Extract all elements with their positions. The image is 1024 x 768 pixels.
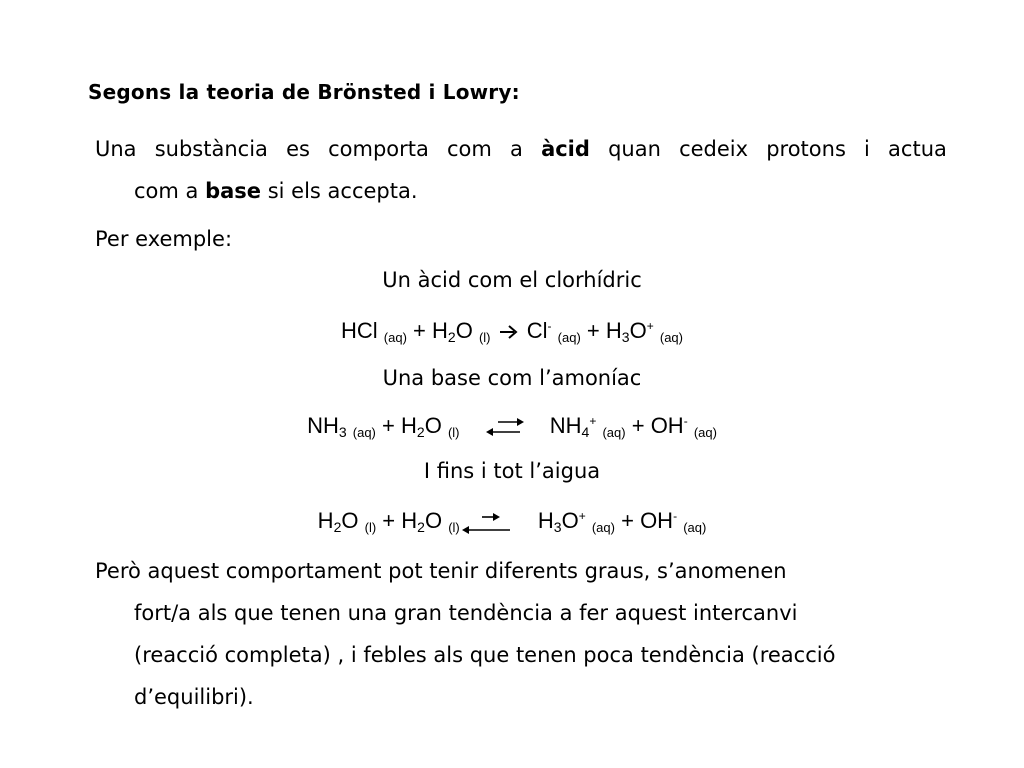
definition-paragraph	[95, 128, 947, 212]
ammonium-formula: $NH_4^+$	[549, 413, 597, 440]
water-equation	[0, 508, 1024, 535]
word: protons	[766, 137, 846, 161]
strength-line-2: fort/a als que tenen una gran tendència a fer aquest intercanvi	[134, 601, 798, 625]
definition-line-2	[95, 170, 947, 212]
slide-title: Segons la teoria de Brönsted i Lowry:	[88, 80, 520, 104]
definition-line-1	[95, 128, 947, 170]
line2-suffix: si els accepta.	[261, 179, 418, 203]
state-label: (l)	[448, 520, 460, 535]
strength-line-1: Però aquest comportament pot tenir diferents graus, s’anomenen	[95, 559, 787, 583]
chloride-formula: Cl-	[526, 318, 552, 343]
plus-sign: +	[413, 318, 426, 343]
state-label: (l)	[447, 425, 460, 440]
word: com	[447, 137, 492, 161]
plus-sign: +	[586, 318, 600, 343]
state-label: (aq)	[659, 330, 683, 345]
water-formula: $H_2O$	[317, 508, 359, 535]
forward-arrow-icon	[499, 323, 519, 341]
hydroxide-formula: OH-	[640, 508, 678, 533]
hydronium-formula: $H_3O^+$	[605, 318, 654, 345]
equilibrium-arrow-icon	[484, 415, 526, 439]
word: substància	[154, 137, 268, 161]
ammonia-equation	[0, 413, 1024, 440]
plus-sign: +	[382, 413, 395, 438]
word: comporta	[328, 137, 429, 161]
word: i	[864, 137, 870, 161]
plus-sign: +	[382, 508, 396, 533]
word: quan	[608, 137, 661, 161]
acid-term: àcid	[541, 137, 590, 161]
example1-caption: Un àcid com el clorhídric	[382, 268, 642, 292]
strength-paragraph	[95, 550, 955, 718]
state-label: (aq)	[602, 425, 626, 440]
state-label: (l)	[478, 330, 491, 345]
water-formula: $H_2O$	[432, 318, 473, 345]
strength-line-4: d’equilibri).	[134, 685, 254, 709]
hydroxide-formula: OH-	[650, 413, 688, 438]
word: a	[510, 137, 523, 161]
word: Una	[95, 137, 137, 161]
plus-sign: +	[631, 413, 645, 438]
example2-caption: Una base com l’amoníac	[382, 366, 642, 390]
example-intro: Per exemple:	[95, 227, 233, 251]
base-term: base	[205, 179, 262, 203]
state-label: (l)	[364, 520, 377, 535]
equilibrium-arrow-icon	[460, 510, 512, 534]
hcl-equation	[0, 318, 1024, 345]
state-label: (aq)	[352, 425, 376, 440]
ammonia-formula: $NH_3$	[307, 413, 347, 440]
state-label: (aq)	[383, 330, 407, 345]
water-formula: $H_2O$	[401, 413, 442, 440]
strength-line-3: (reacció completa) , i febles als que tenen poca tendència (reacció	[134, 643, 836, 667]
state-label: (aq)	[693, 425, 717, 440]
word: actua	[888, 137, 947, 161]
word: es	[286, 137, 310, 161]
word: cedeix	[679, 137, 749, 161]
hcl-formula: HCl	[341, 318, 378, 343]
hydronium-formula: $H_3O^+$	[537, 508, 586, 535]
state-label: (aq)	[683, 520, 707, 535]
plus-sign: +	[621, 508, 634, 533]
state-label: (aq)	[557, 330, 581, 345]
line2-prefix: com a	[134, 179, 206, 203]
example3-caption: I fins i tot l’aigua	[423, 459, 601, 483]
state-label: (aq)	[591, 520, 615, 535]
water-formula: $H_2O$	[401, 508, 443, 535]
